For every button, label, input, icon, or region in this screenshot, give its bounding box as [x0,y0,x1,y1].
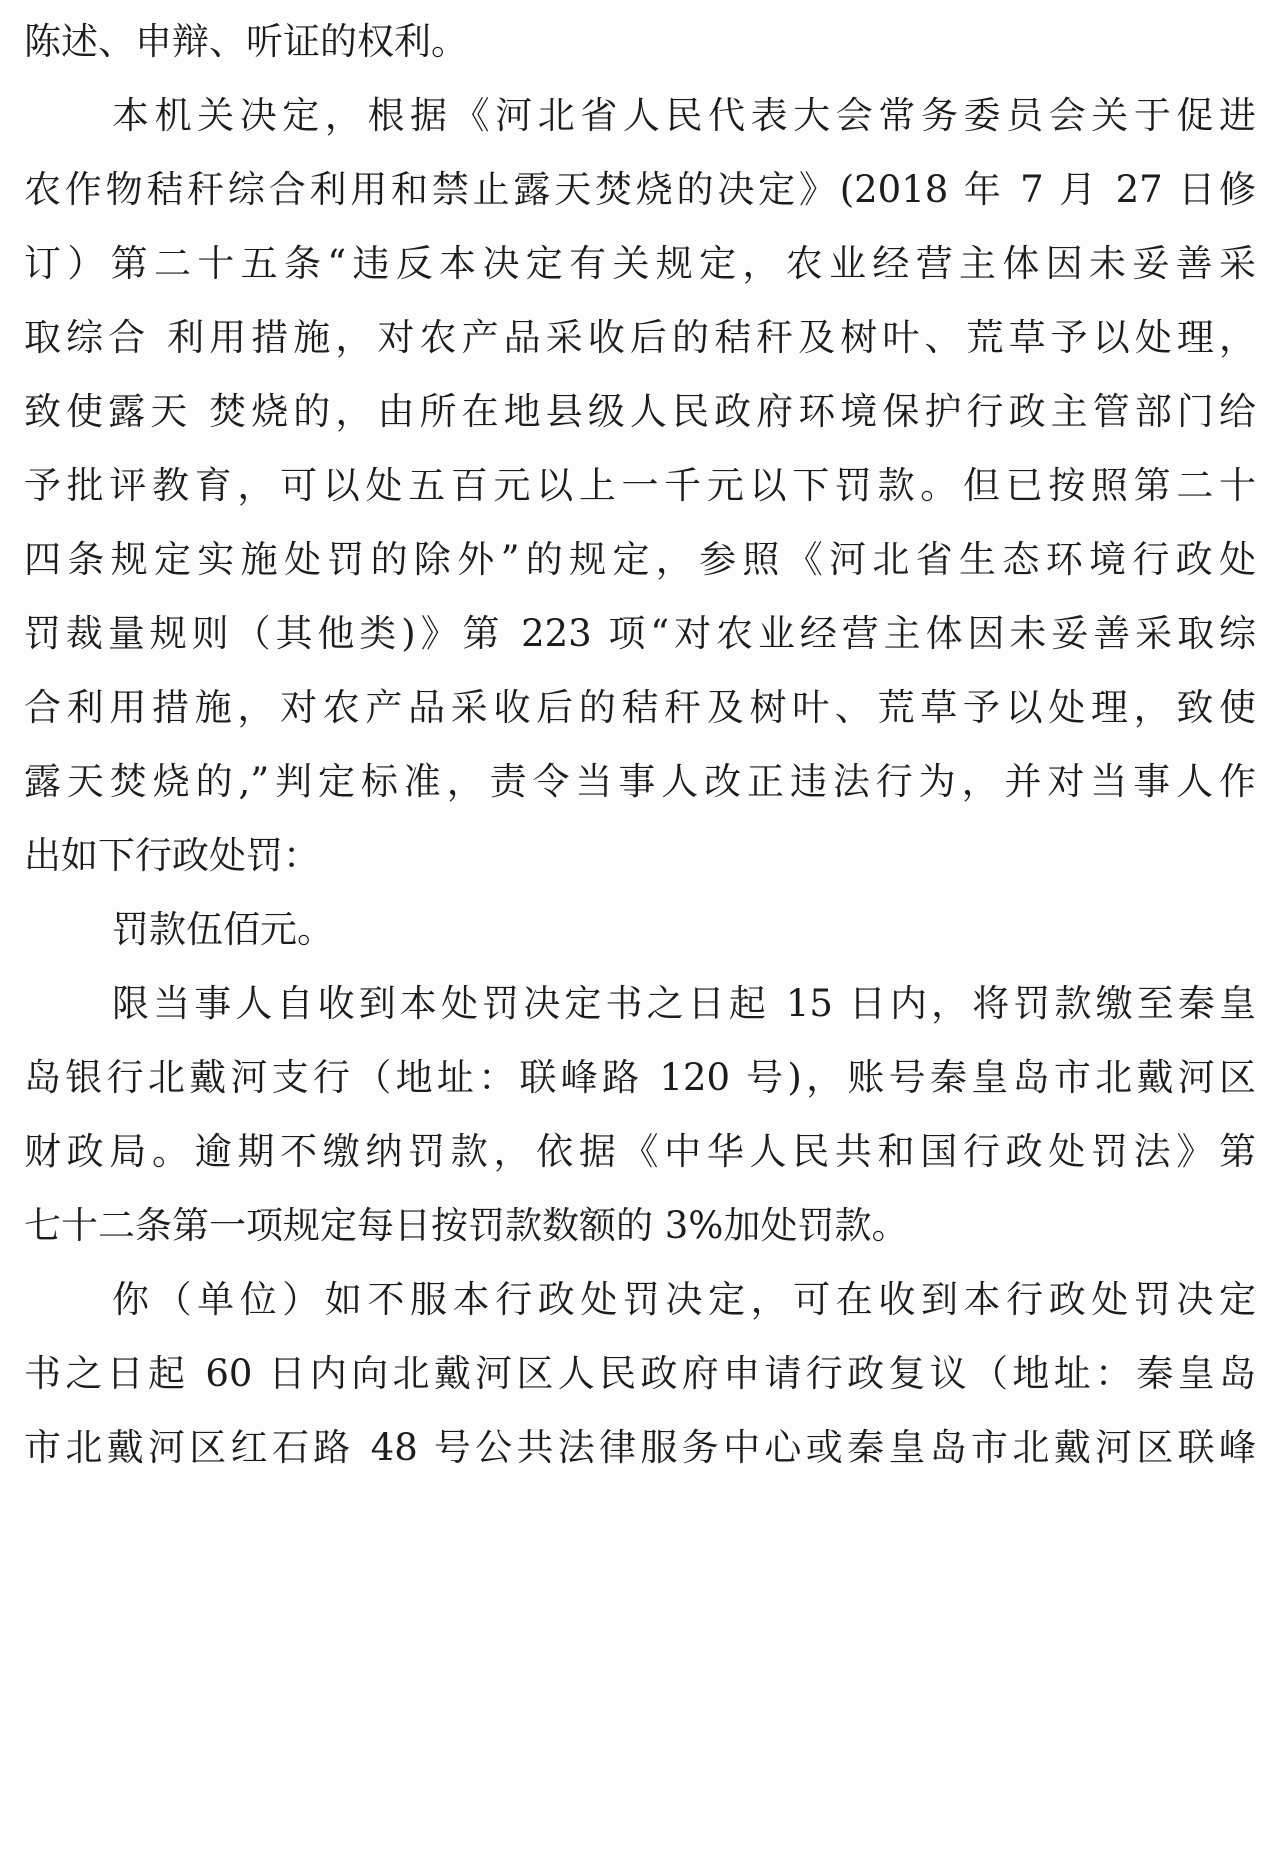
payment-paragraph-line-3: 财政局。逾期不缴纳罚款，依据《中华人民共和国行政处罚法》第 [24,1130,1256,1173]
paragraph-decision-line-1: 本机关决定，根据《河北省人民代表大会常务委员会关于促进 [112,94,1256,137]
appeal-paragraph-line-2: 书之日起 60 日内向北戴河区人民政府申请行政复议（地址：秦皇岛 [24,1352,1256,1395]
payment-paragraph-line-1: 限当事人自收到本处罚决定书之日起 15 日内，将罚款缴至秦皇 [112,982,1256,1025]
paragraph-decision-line-11: 出如下行政处罚： [24,834,320,877]
penalty-amount: 罚款伍佰元。 [112,908,334,951]
appeal-paragraph-line-1: 你（单位）如不服本行政处罚决定，可在收到本行政处罚决定 [112,1278,1256,1321]
paragraph-decision-line-10: 露天焚烧的,”判定标准，责令当事人改正违法行为，并对当事人作 [24,760,1256,803]
paragraph-decision-line-8: 罚裁量规则（其他类)》第 223 项“对农业经营主体因未妥善采取综 [24,612,1256,655]
paragraph-decision-line-3: 订）第二十五条“违反本决定有关规定，农业经营主体因未妥善采 [24,242,1256,285]
paragraph-decision-line-2: 农作物秸秆综合利用和禁止露天焚烧的决定》(2018 年 7 月 27 日修 [24,168,1256,211]
text-line-1: 陈述、申辩、听证的权利。 [24,20,468,63]
paragraph-decision-line-6: 予批评教育，可以处五百元以上一千元以下罚款。但已按照第二十 [24,464,1256,507]
appeal-paragraph-line-3: 市北戴河区红石路 48 号公共法律服务中心或秦皇岛市北戴河区联峰 [24,1426,1256,1469]
paragraph-decision-line-5: 致使露天 焚烧的，由所在地县级人民政府环境保护行政主管部门给 [24,390,1256,433]
paragraph-decision-line-9: 合利用措施，对农产品采收后的秸秆及树叶、荒草予以处理，致使 [24,686,1256,729]
paragraph-decision-line-7: 四条规定实施处罚的除外”的规定，参照《河北省生态环境行政处 [24,538,1256,581]
paragraph-decision-line-4: 取综合 利用措施，对农产品采收后的秸秆及树叶、荒草予以处理， [24,316,1256,359]
payment-paragraph-line-4: 七十二条第一项规定每日按罚款数额的 3%加处罚款。 [24,1204,909,1247]
payment-paragraph-line-2: 岛银行北戴河支行（地址：联峰路 120 号)，账号秦皇岛市北戴河区 [24,1056,1256,1099]
